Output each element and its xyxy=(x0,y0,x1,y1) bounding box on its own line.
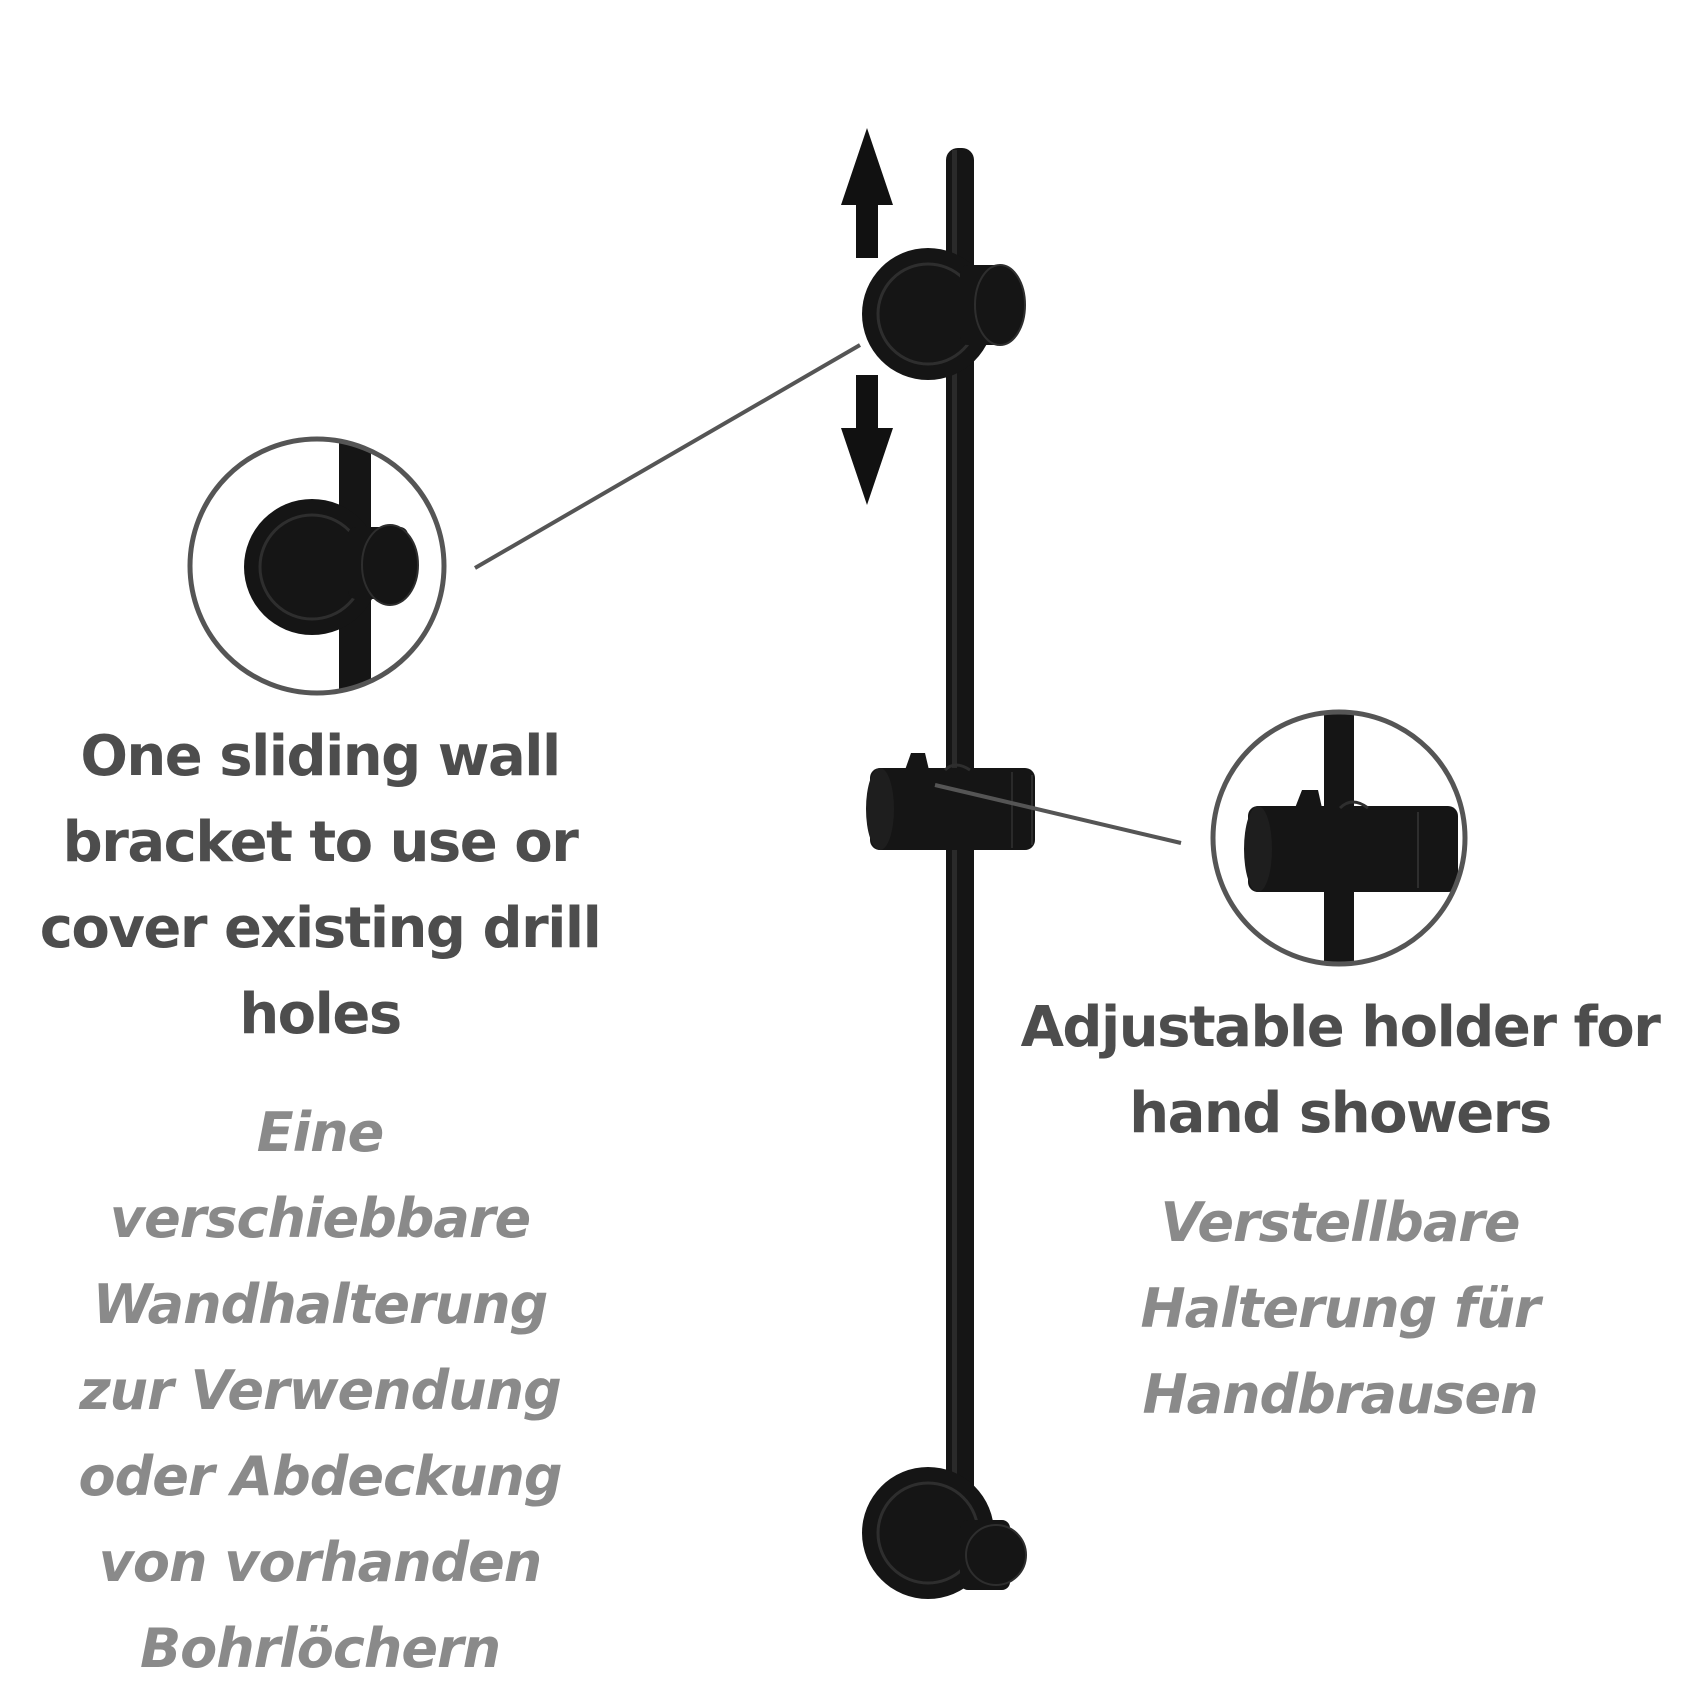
arrow-up-icon xyxy=(841,128,893,258)
bottom-wall-bracket xyxy=(862,1467,1026,1599)
holder-label-en-line: Adjustable holder for xyxy=(1020,995,1660,1060)
wall-bracket-label-de-line: verschiebbare xyxy=(109,1187,531,1250)
arrow-down-icon xyxy=(841,375,893,505)
holder-label-de-line: Verstellbare xyxy=(1160,1191,1520,1254)
wall-bracket-label-en-line: cover existing drill xyxy=(39,896,601,961)
wall-bracket-label-de-line: Wandhalterung xyxy=(92,1273,548,1336)
wall-bracket-label-de-line: zur Verwendung xyxy=(79,1359,561,1422)
holder-label-de-line: Halterung für xyxy=(1140,1277,1540,1340)
holder-label-en-line: hand showers xyxy=(1129,1081,1551,1146)
holder-label-de-line: Handbrausen xyxy=(1142,1363,1538,1426)
bracket-detail-circle xyxy=(190,430,444,710)
wall-bracket-label-de-line: von vorhanden xyxy=(98,1531,542,1594)
wall-bracket-label-en xyxy=(20,714,620,1058)
wall-bracket-label-de xyxy=(20,1090,620,1692)
wall-bracket-label-de-line: Eine xyxy=(256,1101,384,1164)
wall-bracket-label-de-line: Bohrlöchern xyxy=(139,1617,501,1680)
wall-bracket-label-en-line: holes xyxy=(239,982,401,1047)
wall-bracket-label-de-line: oder Abdeckung xyxy=(78,1445,562,1508)
holder-detail-circle xyxy=(1213,700,1465,980)
holder-label-en xyxy=(1020,985,1660,1157)
holder-label-de xyxy=(1020,1180,1660,1438)
wall-bracket-label-en-line: One sliding wall xyxy=(80,724,560,789)
top-wall-bracket xyxy=(862,248,1025,380)
wall-bracket-label-en-line: bracket to use or xyxy=(62,810,578,875)
leader-line-bracket xyxy=(475,345,860,568)
